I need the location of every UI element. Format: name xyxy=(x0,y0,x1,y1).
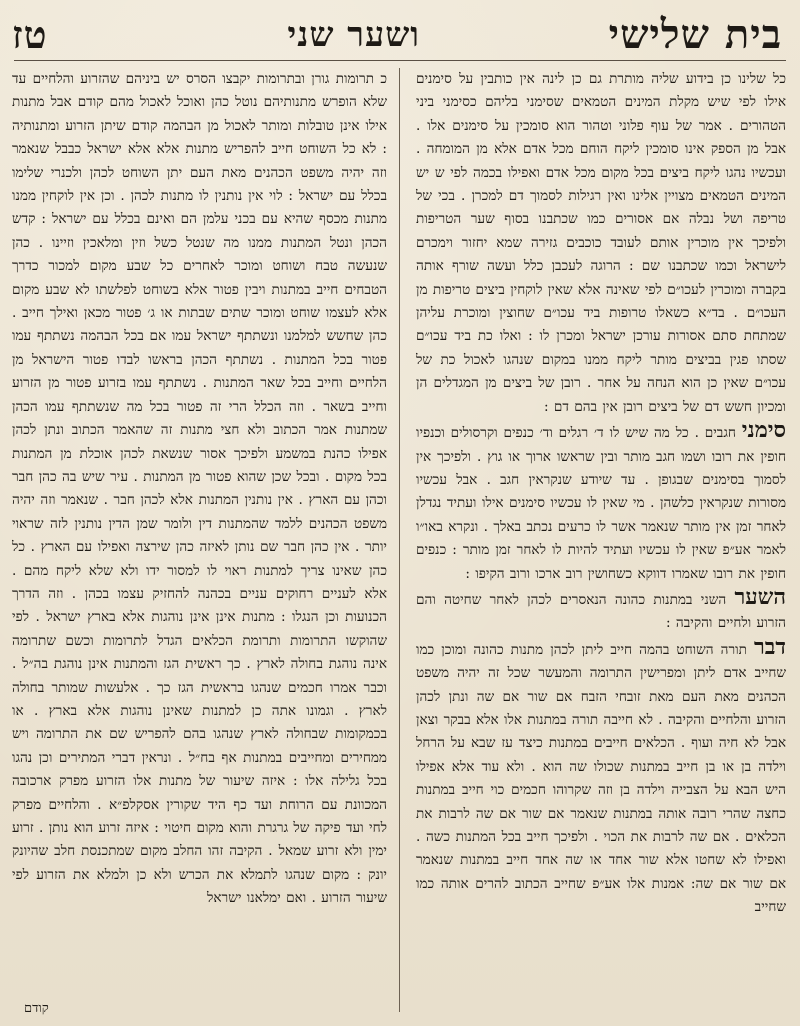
right-paragraph-3-text: השני במתנות כהונה הנאסרים לכהן לאחר שחיטה והם הזרוע ולחיים והקיבה : xyxy=(416,591,786,632)
page-number: טז xyxy=(12,12,48,57)
header-rule xyxy=(14,60,786,61)
page-header xyxy=(0,8,800,62)
right-paragraph-4-text: תורה השוחט בהמה חייב ליתן לכהן מתנות כהונה ומוכן כמו שחייב אדם ליתן ומפרישין התרומה והמעשר שכל זה יהיה משפט הכהנים מאת העם מאת זובחי הזבח אם שור אם שה ונתן לכהן הזרוע והלחיים והקיבה . לא חייבה תורה במתנות אלו אלא בבקר וצאן אבל לא חיה ועוף . הכלאים חייבים במתנות כיצד עז שבא על הרחל וילדה בן או בן חייב במתנות שכולו שה הוא . ולא עוד אלא אפילו היש הבא על הצבייה וילדה בן וזה שקרוהו חכמים כוי חייב במתנות כחצה שהרי רובה אותה במתנות שנאמר אם שור אם שה לרבות את הכלאים . אם שה לרבות את הכוי . ולפיכך חייב בכל המתנות כשה . ואפילו לא שחטו אלא שור אחד או שה אחד חייב במתנות שנאמר אם שור אם שה: אמנות אלו אע״פ שחייב הכתוב להרים אותה כמו שחייב xyxy=(416,641,786,916)
section-opening-word: סימני xyxy=(741,417,786,444)
left-paragraph-1: כ תרומות גורן ובתרומות יקבצו הסרס יש ביניהם שהזרוע והלחיים עד שלא הופרש מתנותיהם נוטל כהן ואוכל לאכול מהם קודם אבל מתנות אילו אינן טובלות ומותר לאכול מן הבהמה קודם שיתן הזרוע ומתנותיה : לא כל השוחט חייב להפריש מתנות אלא אלא ישראל כבבל שנאמר וזה יהיה משפט הכהנים מאת העם יתן השוחט לכהן ולכנרי שלימו בכלל עם ישראל : לוי אין נותנין לו מתנות לכהן . וכן אין לוקחין ממנו מתנות מכסף שהיא עם בכני עלמן הם ואינם בכלל עם ישראל : קדש הכהן ונטל המתנות ממנו מה שנטל כשל וזין ומלאכין וזיינו . כהן שנעשה טבח ושוחט ומוכר לאחרים כל שבע מקום למכור כדרך הטבחים חייב במתנות ויבין פטור אלא בשוחט לפלשתו לא שבע מקום אלא לעצמו שוחט ומוכר שתים שבתות או ג׳ פטור מכאן ואילך חייב . כהן שחשש למלמנו ונשתתף ישראל עמו אם בכל הבהמה נשתתף עמו פטור בכל המתנות . נשתתף הכהן בראשו לבדו פטור הישראל מן הלחיים וחייב בכל שאר המתנות . נשתתף עמו בזרוע פטור מן הזרוע וחייב בשאר . וזה הכלל הרי זה פטור בכל מה שנשתתף עמו הכהן שמתנות אמר הכתוב ולא חצי מתנות זה שהאמר הכתוב ונתן לכהן אפילו כהנת במשמע ולפיכך אסור שנשאת לכהן אוכלת מן המתנות בכל מקום . ובכל שכן שהוא פטור מן המתנות . עיר שיש בה כהן חבר וכהן עם הארץ . אין נותנין המתנות אלא לכהן חבר . שנאמר וזה יהיה משפט הכהנים ללמד שהמתנות דין ולומר שמן הדין נותנין לזה שראוי יותר . אין כהן חבר שם נותן לאיזה כהן שירצה ואפילו עם הארץ . כל כהן שאינו צריך למתנות ראוי לו למסור ידו ולא שלא ליקח מהם . אלא לעניים רחוקים עניים בכהנה להחזיק עצמו בכהן . וזה הדרך הכנועות וכן הנגלו : מתנות אינן אינן נוהגות אלא בארץ ישראל . לפי שהוקשו התרומות ותרומת הכלאים הגדל לתרומות וכשם שתרומה אינה נוהגת בחולה לארץ . כך ראשית הגז והמתנות אינן נוהגת בה״ל . וכבר אמרו חכמים שנהגו בראשית הגז כך . אלעשות שמותר בחולה לארץ . וגמונו אתה כן למתנות שאינן נוהגות אלא בארץ . או בכמקומות שבחולה לארץ שנהגו בהם להפריש שם את התרומה ויש ממחירים ומחייבים במתנות אף בח״ל . ונראין דברי המתירים וכן נהגו בכל גלילה אלו : איזה שיעור של מתנות אלו הזרוע מפרק ארכובה המכוונת עם הרוחת ועד כף היד שקורין אסקלפ״א . והלחיים מפרק לחי ועד פיקה של גרגרת והוא מקום חיטוי : איזה זרוע הוא נותן . זרוע ימין ולא זרוע שמאל . הקיבה זהו החלב מקום שמתכנסת חלב שהיונק יונק : מקום שנהגו לתמלא את הכרש ולא כן ולמלא את הזרוע לפי שיעור הזרוע . ואם ימלאנו ישראל xyxy=(12,71,387,907)
left-text-column xyxy=(12,68,387,1018)
right-text-column xyxy=(416,68,786,1018)
column-divider xyxy=(399,68,400,1012)
section-opening-word: דבר xyxy=(754,633,786,660)
running-head-right: בית שלישי xyxy=(608,11,782,58)
right-paragraph-1: כל שלינו כן בידוע שליה מותרת גם כן לינה אין כותבין על סימנים אילו לפי שיש מקלת המינים הטמאים שסימני בליהם כסימני ביני הטהורים . אמר של עוף פלוני וטהור הוא סומכין על סימנים אלו . אבל מן הספק אינו סומכין ליקח הוחם מכל אדם אלא מן המומחה . ועכשיו נהגו ליקח ביצים בכל מקום מכל אדם ואפילו בכמה לפי ש יש המינים הטמאים מצויין אלינו ואין רגילות לסמוך דם למכרן . בכי של טריפה ושל נבלה אם אסורים כמו שכתבנו בסוף שער הטריפות ולפיכך אין מוכרין אותם לעובד כוכבים גזירה שמא יחזור וימכרם לישראל וכמו שכתבנו שם : הרוגה לעכבן כלל ועשה שורף אותה בקברה ומוכרין לעכו״ם לפי שאינה אלא שאין לוקחין ביצים טריפות מן העכו״ם . בד״א כשאלו טרופות ביד עכו״ם שחוצין ומוכרת עליהן שמתחת סתם אסורות עורכן ישראל ומכרן לו : ואלו כת ביד עכו״ם שסתו פגין בביצים מותר ליקח ממנו במקום שנהגו לאכול כת של עכו״ם שאין כן הוא הנחה על אחר . רובן של ביצים מן המגדלים הן ומכיון חשש דם של ביצים רובן אין בהם דם : xyxy=(416,71,786,415)
right-paragraph-2-text: חגבים . כל מה שיש לו ד׳ רגלים וד׳ כנפים וקרסולים וכנפיו חופין את רובו ושמו חגב מותר ובין שראשו ארוך או גוץ . ולפיכך אין לסמוך בסימנים שבגופן . עד שיודע שנקראין חגב . אבל עכשיו מסורות שנקראין כלשהן . מי שאין לו עכשיו סימנים אילו ועתיד נגדלן לאחר זמן אין מותר שנאמר אשר לו כרעים נכתב באלך . ונקרא באו״ו לאמר אע״פ שאין לו עכשיו ועתיד להיות לו לאחר זמן מותר : כנפים חופין את רובו שאמרו דווקא כשחושין רוב ארכו ורוב הקיפו : xyxy=(416,425,786,582)
right-paragraph-4 xyxy=(416,633,786,920)
chapter-heading-word: השער xyxy=(734,583,786,610)
right-paragraph-3 xyxy=(416,583,786,636)
right-paragraph-2 xyxy=(416,419,786,586)
catchword: קודם xyxy=(24,1001,49,1016)
running-head-center: ושער שני xyxy=(287,15,420,55)
